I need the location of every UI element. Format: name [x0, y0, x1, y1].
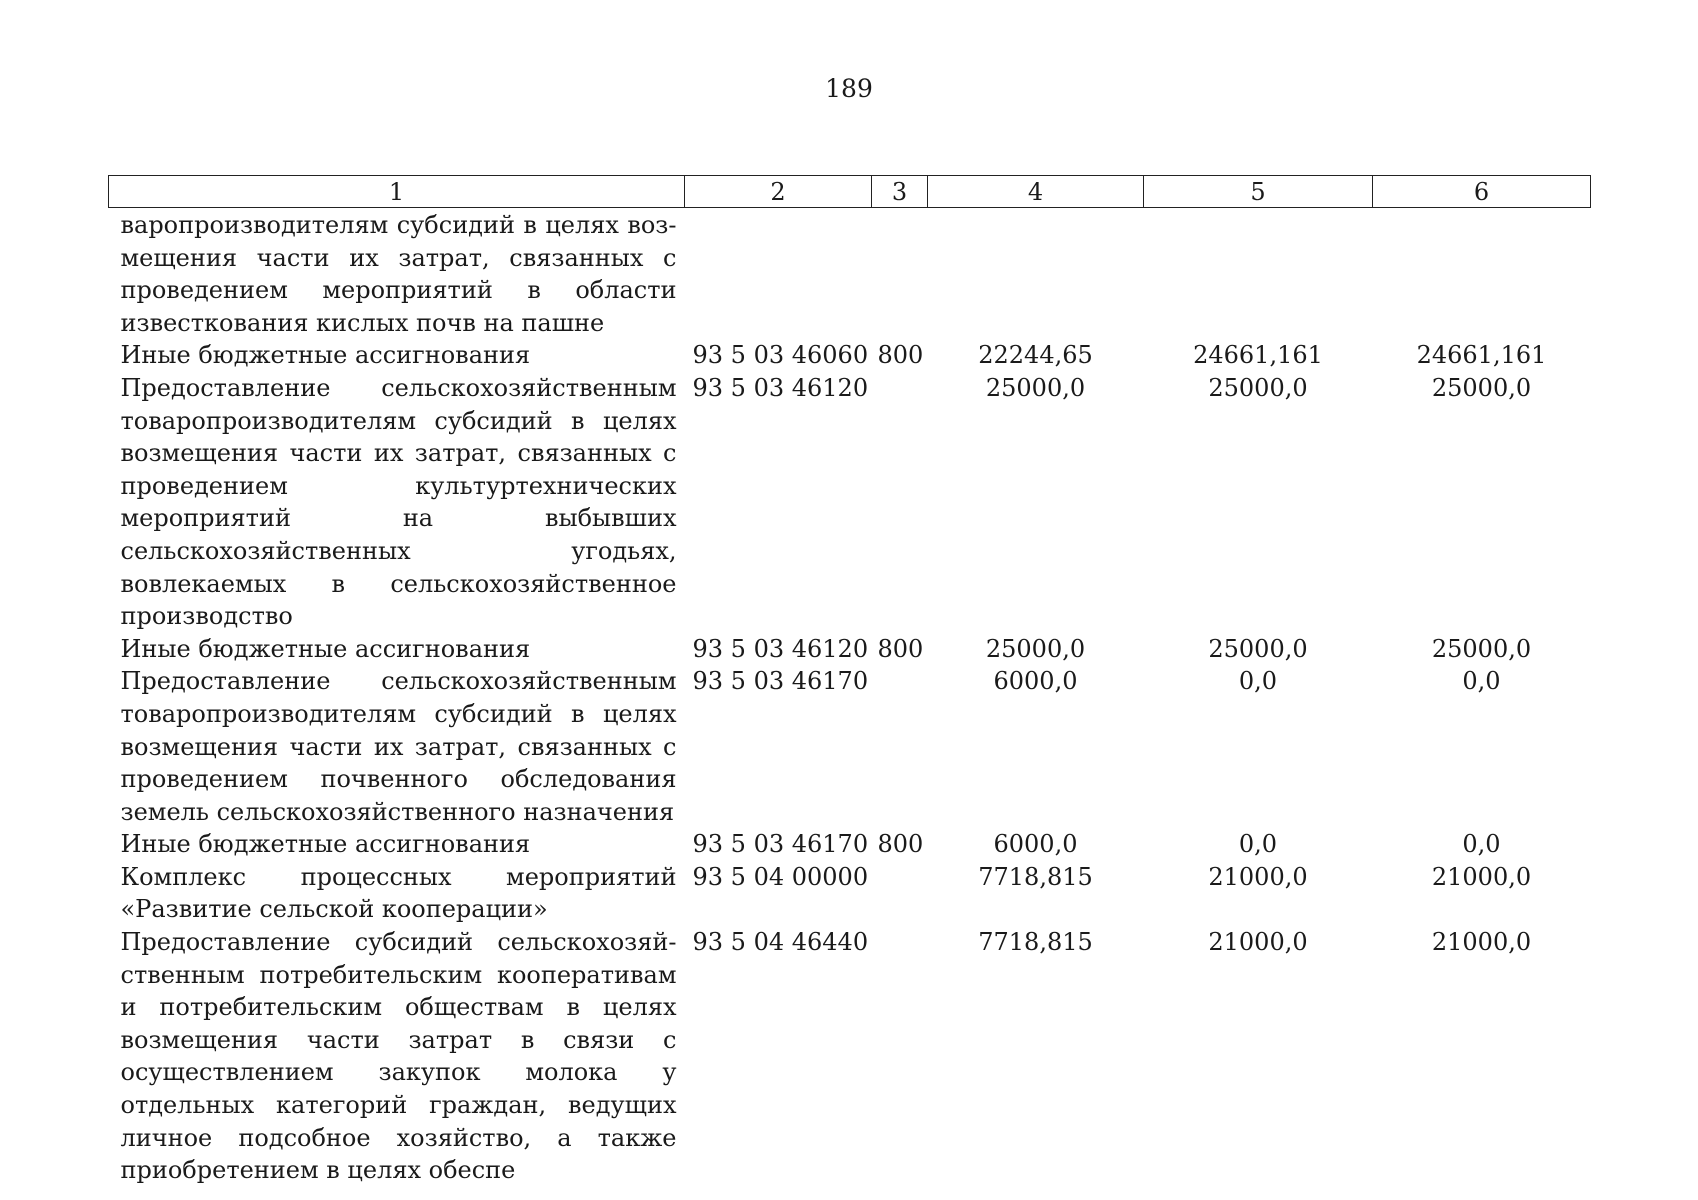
column-header-1: 1 [109, 176, 685, 208]
budget-table [108, 175, 1591, 1187]
row-group [872, 861, 928, 926]
row-value-6: 0,0 [1462, 667, 1501, 696]
row-value-5: 25000,0 [1208, 634, 1308, 663]
table-row [109, 926, 1591, 1187]
column-header-4: 4 [928, 176, 1144, 208]
table-row [109, 665, 1591, 828]
row-name: Предоставление субсидий сельскохозяйственным потребительским кооперативам и потребительским обществам в целях возмещения части затрат в связи с осуществлением закупок молока у отдельных категорий граждан, ведущих личное подсобное хозяйство, а также приобретением в целях обеспе [120, 928, 677, 1185]
row-value-5 [1144, 208, 1373, 340]
row-value-6: 24661,161 [1416, 341, 1547, 370]
table-body [109, 208, 1591, 1187]
column-header-3: 3 [872, 176, 928, 208]
row-name: Иные бюджетные ассигнования [120, 341, 531, 370]
row-group [872, 208, 928, 340]
row-value-4: 6000,0 [993, 830, 1078, 859]
row-name: Предоставление сельскохозяйственным товаропроизводителям субсидий в целях возмещения части их затрат, связанных с проведением почвенного обследования земель сельскохозяйственного назначения [120, 667, 677, 826]
table-row [109, 633, 1591, 666]
row-code: 93 5 04 00000 [692, 862, 869, 891]
row-code: 93 5 04 46440 [692, 928, 869, 957]
row-code: 93 5 03 46060 [692, 341, 869, 370]
column-header-6: 6 [1373, 176, 1591, 208]
page-number: 189 [825, 74, 873, 103]
row-value-6: 25000,0 [1431, 373, 1532, 402]
row-value-4: 22244,65 [978, 341, 1093, 370]
row-value-5: 21000,0 [1208, 928, 1308, 957]
row-value-6 [1373, 208, 1591, 340]
row-group: 800 [877, 830, 924, 859]
table-row [109, 828, 1591, 861]
row-value-4 [928, 208, 1144, 340]
row-group [872, 372, 928, 633]
row-code [685, 208, 872, 340]
table-header [109, 176, 1591, 208]
table-row [109, 339, 1591, 372]
row-value-4: 7718,815 [978, 928, 1093, 957]
row-value-4: 6000,0 [993, 667, 1078, 696]
table-row [109, 208, 1591, 340]
table-row [109, 372, 1591, 633]
row-name: варопроизводителям субсидий в целях возмещения части их затрат, связанных с проведением мероприятий в области известкования кислых почв на пашне [120, 211, 677, 337]
row-code: 93 5 03 46170 [692, 830, 869, 859]
row-name: Иные бюджетные ассигнования [120, 634, 531, 663]
row-name: Иные бюджетные ассигнования [120, 830, 531, 859]
row-value-4: 25000,0 [985, 373, 1086, 402]
row-value-5: 21000,0 [1208, 862, 1308, 891]
row-group: 800 [877, 341, 924, 370]
column-header-5: 5 [1144, 176, 1373, 208]
column-header-2: 2 [685, 176, 872, 208]
row-group [872, 665, 928, 828]
row-group [872, 926, 928, 1187]
row-value-4: 7718,815 [978, 862, 1093, 891]
row-value-5: 25000,0 [1208, 373, 1308, 402]
header-row [109, 176, 1591, 208]
row-value-6: 0,0 [1462, 830, 1501, 859]
row-value-6: 21000,0 [1431, 862, 1532, 891]
row-value-4: 25000,0 [985, 634, 1086, 663]
table-row [109, 861, 1591, 926]
row-value-6: 25000,0 [1431, 634, 1532, 663]
row-value-5: 24661,161 [1193, 341, 1323, 370]
row-code: 93 5 03 46170 [692, 667, 869, 696]
row-value-6: 21000,0 [1431, 928, 1532, 957]
row-group: 800 [877, 634, 924, 663]
row-code: 93 5 03 46120 [692, 373, 869, 402]
row-name: Предоставление сельскохозяйственным товаропроизводителям субсидий в целях возмещения части их затрат, связанных с проведением культуртехнических мероприятий на выбывших сельскохозяйственных угодьях, вовлекаемых в сельскохозяйственное производство [120, 373, 677, 631]
row-value-5: 0,0 [1238, 830, 1278, 859]
row-name: Комплекс процессных мероприятий «Развитие сельской кооперации» [120, 862, 677, 924]
row-code: 93 5 03 46120 [692, 634, 869, 663]
row-value-5: 0,0 [1238, 667, 1278, 696]
